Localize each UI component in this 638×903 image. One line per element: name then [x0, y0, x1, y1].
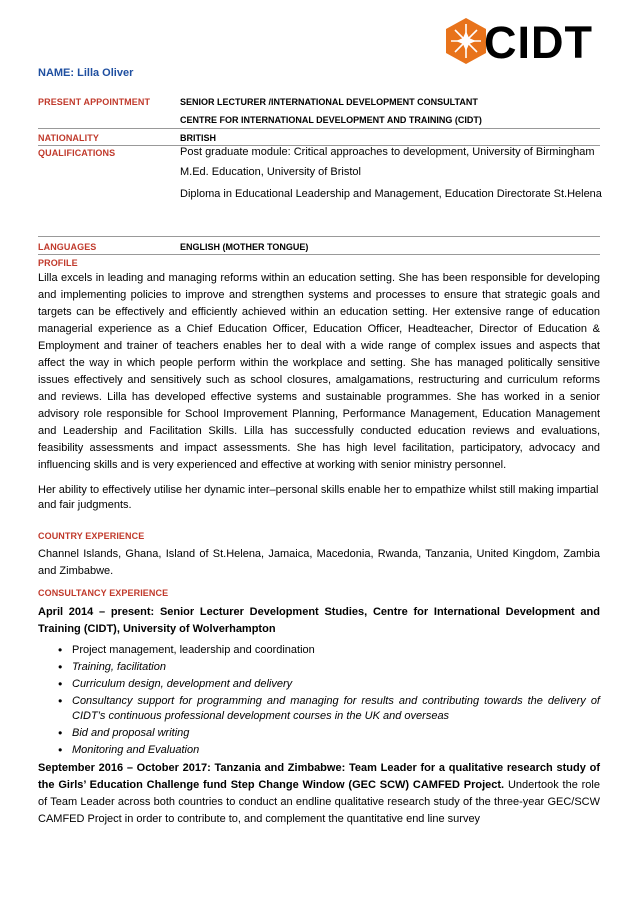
languages-value: ENGLISH (MOTHER TONGUE) [180, 242, 309, 252]
list-item: • Project management, leadership and coordination [38, 643, 600, 658]
responsibilities-list [38, 643, 600, 760]
role-2-description: Undertook the role of Team Leader across both countries to conduct an endline qualitative research study of the three-year GEC/SCW CAMFED Project in order to contribute to, and complement the quantitative end line survey [38, 779, 600, 825]
languages-label: LANGUAGES [38, 242, 97, 252]
divider [38, 254, 600, 255]
list-item: • Monitoring and Evaluation [38, 743, 600, 758]
role-2-entry [38, 760, 600, 828]
list-item: • Bid and proposal writing [38, 726, 600, 741]
nationality-value: BRITISH [180, 133, 216, 143]
candidate-name: NAME: Lilla Oliver [38, 67, 134, 79]
role-title: April 2014 – present: Senior Lecturer Development Studies, Centre for International Development and Training (CIDT), University of Wolverhampton [38, 606, 600, 635]
qualification-item: M.Ed. Education, University of Bristol [180, 166, 361, 178]
qualification-item: Diploma in Educational Leadership and Management, Education Directorate St.Helena [180, 188, 602, 200]
present-appointment-line1: SENIOR LECTURER /INTERNATIONAL DEVELOPMENT CONSULTANT [180, 97, 478, 107]
list-item: • Training, facilitation [38, 660, 600, 675]
divider [38, 236, 600, 237]
country-experience-text: Channel Islands, Ghana, Island of St.Helena, Jamaica, Macedonia, Rwanda, Tanzania, United Kingdom, Zambia and Zimbabwe. [38, 548, 600, 577]
logo-wordmark: CIDT [484, 17, 593, 68]
qualification-item: Post graduate module: Critical approaches to development, University of Birmingham [180, 146, 595, 158]
profile-paragraph-2: Her ability to effectively utilise her dynamic inter–personal skills enable her to empathize whilst still making impartial and fair judgments. [38, 484, 599, 511]
present-appointment-label: PRESENT APPOINTMENT [38, 97, 151, 107]
present-appointment-line2: CENTRE FOR INTERNATIONAL DEVELOPMENT AND TRAINING (CIDT) [180, 115, 482, 125]
nationality-label: NATIONALITY [38, 133, 99, 143]
consultancy-experience-label: CONSULTANCY EXPERIENCE [38, 588, 169, 598]
list-item: • Curriculum design, development and delivery [38, 677, 600, 692]
list-item: • Consultancy support for programming and managing for results and contributing towards the delivery of CIDT’s continuous professional development courses in the UK and overseas [38, 694, 600, 724]
role-2-title: September 2016 – October 2017: Tanzania and Zimbabwe: Team Leader for a qualitative research study of the Girls’ Education Challenge fund Step Change Window (GEC SCW) CAMFED Project. [38, 762, 600, 791]
qualifications-label: QUALIFICATIONS [38, 148, 116, 158]
profile-paragraph: Lilla excels in leading and managing reforms within an education setting. She has been responsible for developing and implementing policies to improve and strengthen systems and processes to ensure that strategic goals and targets can be effectively and efficiently achieved within an education setting. Her extensive range of education managerial experience as a Chief Education Officer, Education Officer, Headteacher, Director of Education & Employment and trainer of teachers enables her to deal with a wide range of complex issues and aspects that affect the way in which people perform within the workplace and setting. She has managed politically sensitive issues effectively and sensitively such as school closures, amalgamations, restructuring and curriculum reforms and reviews. Lilla has developed effective systems and sustainable programmes. She has worked in a senior advisory role responsible for School Improvement Planning, Performance Management, Education Management and Leadership and Facilitation Skills. Lilla has successfully conducted education reviews and evaluations, feasibility assessments and impact assessments. She has high level facilitation, participatory, advocacy and influencing skills and is very experienced and effective at working with senior ministry personnel. [38, 272, 600, 471]
divider [38, 128, 600, 129]
profile-label: PROFILE [38, 258, 78, 268]
country-experience-label: COUNTRY EXPERIENCE [38, 531, 145, 541]
